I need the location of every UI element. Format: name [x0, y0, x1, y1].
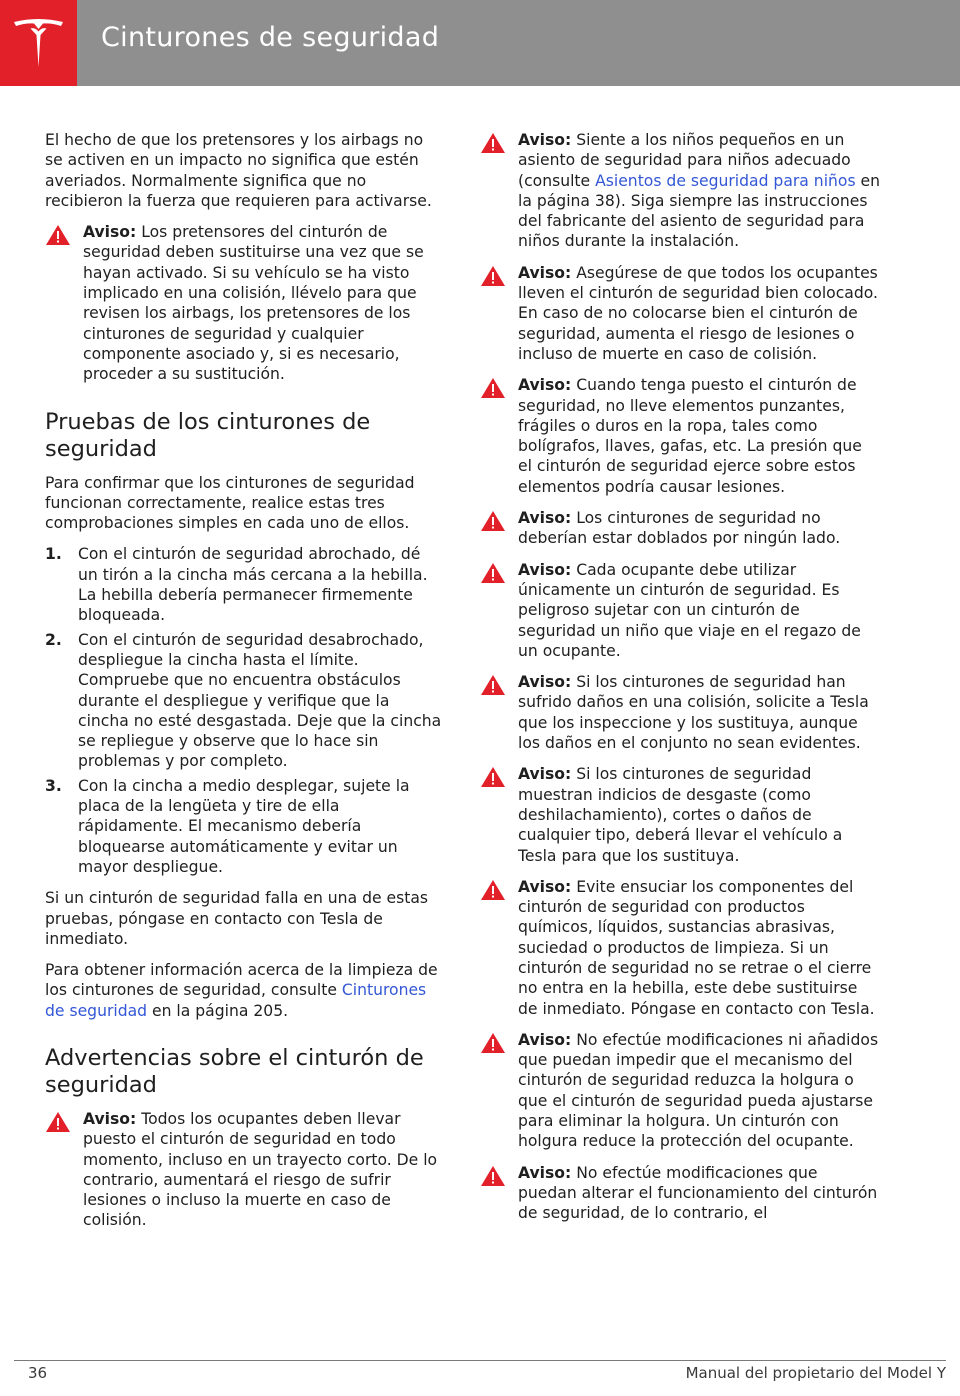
tesla-logo-icon — [12, 17, 65, 69]
warning-label: Aviso: — [518, 263, 572, 282]
page-number: 36 — [28, 1364, 48, 1382]
warning-text: Cuando tenga puesto el cinturón de seguridad, no lleve elementos punzantes, frágiles o duros en la ropa, tales como bolígrafos, llaves, gafas, etc. La presión que el cinturón de seguridad ejerce sobre estos elementos podría causar lesiones. — [518, 376, 862, 496]
warning-triangle-icon — [45, 1111, 71, 1133]
cleaning-paragraph — [45, 960, 445, 1021]
page-title: Cinturones de seguridad — [101, 22, 440, 53]
warning-triangle-icon — [480, 1165, 506, 1187]
warning-triangle-icon — [480, 1032, 506, 1054]
warning-pretensioners — [45, 222, 445, 384]
left-column — [45, 130, 445, 1242]
logo-box — [0, 0, 77, 86]
page-header — [0, 0, 960, 86]
test-steps-list — [45, 544, 445, 877]
warning-text: Cada ocupante debe utilizar únicamente un cinturón de seguridad. Es peligroso sujetar con un cinturón de seguridad un niño que viaje en el regazo de un ocupante. — [518, 560, 861, 660]
warning-item — [480, 508, 880, 549]
warning-text: Todos los ocupantes deben llevar puesto el cinturón de seguridad en todo momento, incluso en un trayecto corto. De lo contrario, aumentará el riesgo de sufrir lesiones o incluso la muerte en caso de colisión. — [83, 1109, 438, 1230]
warning-label: Aviso: — [518, 560, 572, 579]
warning-triangle-icon — [480, 766, 506, 788]
warning-all-occupants — [45, 1109, 445, 1231]
warning-item — [480, 560, 880, 661]
step-text: Con el cinturón de seguridad abrochado, dé un tirón a la cincha más cercana a la hebilla. La hebilla debería permanecer firmemente bloqueada. — [78, 545, 428, 625]
warning-label: Aviso: — [518, 765, 572, 784]
warning-label: Aviso: — [518, 673, 572, 692]
warning-label: Aviso: — [518, 1163, 572, 1182]
warning-text: Evite ensuciar los componentes del cinturón de seguridad con productos químicos, líquidos, sustancias abrasivas, suciedad o productos de limpieza. Si un cinturón de seguridad no se retrae o el cierre no entra en la hebilla, este debe sustituirse de inmediato. Póngase en contacto con Tesla. — [518, 877, 875, 1018]
cleaning-text-end: en la página 205. — [147, 1001, 289, 1020]
list-item — [45, 544, 445, 625]
list-item — [45, 776, 445, 877]
footer-divider — [14, 1360, 946, 1361]
warning-label: Aviso: — [83, 1109, 137, 1128]
warning-triangle-icon — [480, 377, 506, 399]
warning-label: Aviso: — [518, 131, 572, 149]
warning-text: Los cinturones de seguridad no deberían estar doblados por ningún lado. — [518, 509, 841, 548]
warning-text: No efectúe modificaciones ni añadidos que puedan impedir que el mecanismo del cinturón de seguridad reduzca la holgura o que el cinturón de seguridad pueda ajustarse para eliminar la holgura. Un cinturón con holgura reduce la protección del ocupante. — [518, 1030, 879, 1151]
warning-label: Aviso: — [518, 509, 572, 528]
child-seats-link[interactable]: Asientos de seguridad para niños — [595, 171, 856, 190]
warning-triangle-icon — [480, 265, 506, 287]
warning-label: Aviso: — [518, 877, 572, 896]
warning-item — [480, 1163, 880, 1224]
warning-item — [480, 1030, 880, 1152]
warning-text: No efectúe modificaciones que puedan alterar el funcionamiento del cinturón de seguridad, de lo contrario, el — [518, 1163, 878, 1223]
intro-paragraph: El hecho de que los pretensores y los airbags no se activen en un impacto no significa que estén averiados. Normalmente significa que no recibieron la fuerza que requieren para activarse. — [45, 131, 432, 210]
warning-text: Si los cinturones de seguridad muestran indicios de desgaste (como deshilachamiento), cortes o daños de cualquier tipo, deberá llevar el vehículo a Tesla para que los sustituya. — [518, 765, 843, 865]
step-number: 2. — [45, 630, 62, 649]
step-text: Con la cincha a medio desplegar, sujete la placa de la lengüeta y tire de ella rápidamente. El mecanismo debería bloquearse automáticamente y evitar un mayor despliegue. — [78, 776, 410, 876]
fail-paragraph: Si un cinturón de seguridad falla en una de estas pruebas, póngase en contacto con Tesla de inmediato. — [45, 889, 429, 948]
warning-child-seat — [480, 130, 880, 252]
warning-label: Aviso: — [518, 376, 572, 395]
warning-text: Asegúrese de que todos los ocupantes lleven el cinturón de seguridad bien colocado. En caso de no colocarse bien el cinturón de seguridad, aumenta el riesgo de lesiones o incluso de muerte en caso de colisión. — [518, 263, 878, 363]
section-heading-warnings: Advertencias sobre el cinturón de seguridad — [45, 1044, 424, 1098]
step-number: 3. — [45, 776, 62, 795]
warning-item — [480, 764, 880, 865]
right-column — [480, 130, 880, 1235]
list-item — [45, 630, 445, 772]
warning-item — [480, 263, 880, 364]
step-text: Con el cinturón de seguridad desabrochado, despliegue la cincha hasta el límite. Compruebe que no encuentra obstáculos durante el despliegue y verifique que la cincha no esté desgastada. Deje que la cincha se repliegue y observe que lo hace sin problemas y por completo. — [78, 630, 442, 771]
warning-triangle-icon — [480, 132, 506, 154]
step-number: 1. — [45, 545, 62, 564]
warning-item — [480, 877, 880, 1019]
warning-item — [480, 375, 880, 497]
manual-title: Manual del propietario del Model Y — [685, 1364, 946, 1382]
warning-triangle-icon — [480, 879, 506, 901]
warning-triangle-icon — [45, 224, 71, 246]
warning-triangle-icon — [480, 674, 506, 696]
warning-text: Los pretensores del cinturón de seguridad deben sustituirse una vez que se hayan activado. Si su vehículo se ha visto implicado en una colisión, llévelo para que revisen los airbags, los pretensores de los cinturones de seguridad y cualquier componente asociado y, si es necesario, proceder a su sustitución. — [83, 223, 424, 384]
warning-triangle-icon — [480, 510, 506, 532]
cleaning-text: Para obtener información acerca de la limpieza de los cinturones de seguridad, consulte — [45, 961, 438, 1000]
warning-item — [480, 672, 880, 753]
warning-label: Aviso: — [518, 1030, 572, 1049]
warning-text: Siente a los niños pequeños en un asiento de seguridad para niños adecuado (consulte — [518, 131, 851, 190]
tests-intro: Para confirmar que los cinturones de seguridad funcionan correctamente, realice estas tres comprobaciones simples en cada uno de ellos. — [45, 473, 415, 533]
section-heading-tests: Pruebas de los cinturones de seguridad — [45, 408, 371, 462]
warning-triangle-icon — [480, 562, 506, 584]
warning-label: Aviso: — [83, 223, 137, 242]
warning-text: Si los cinturones de seguridad han sufrido daños en una colisión, solicite a Tesla que los inspeccione y los sustituya, aunque los daños en el conjunto no sean evidentes. — [518, 673, 869, 753]
seatbelt-cleaning-link[interactable]: Cinturones de seguridad — [45, 981, 427, 1020]
warning-text-end: en la página 38). Siga siempre las instrucciones del fabricante del asiento de seguridad para niños durante la instalación. — [518, 171, 881, 251]
